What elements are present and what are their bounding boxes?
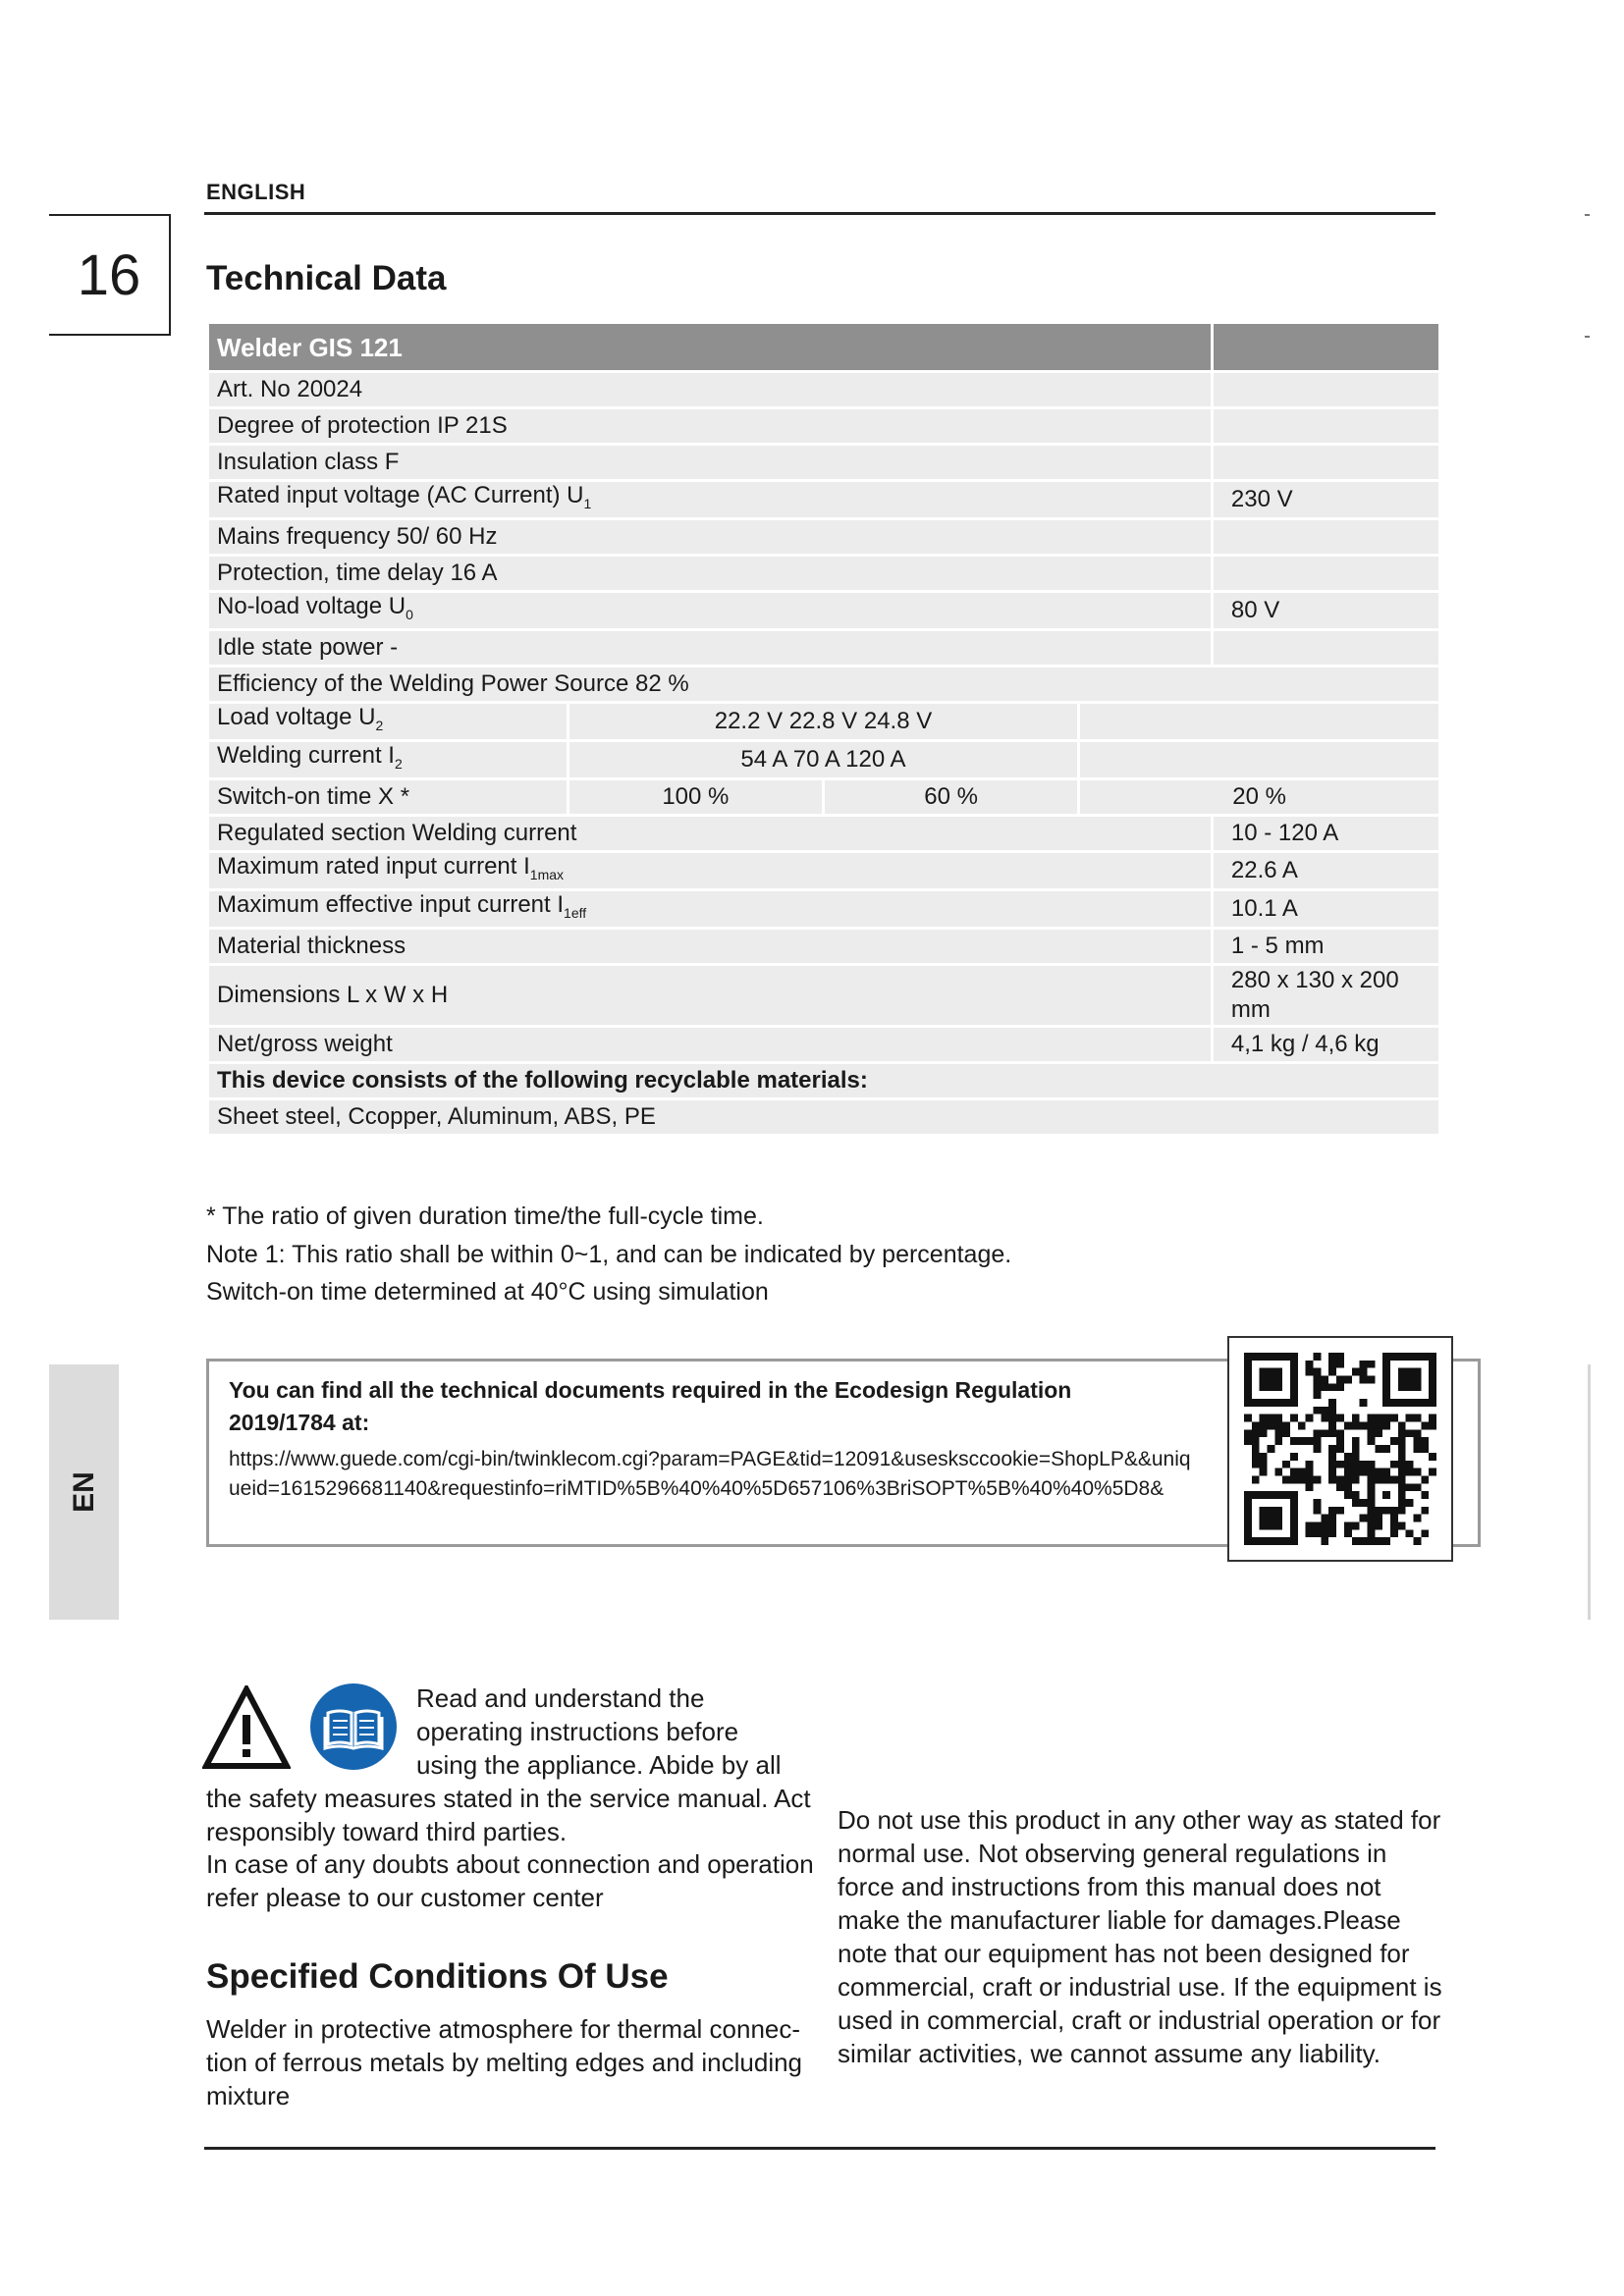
table-row [209, 1100, 1438, 1134]
regulated-current-value: 10 - 120 A [1214, 817, 1438, 850]
language-label: ENGLISH [206, 180, 306, 204]
row-idle-power: Idle state power - [209, 631, 1211, 665]
switch-on-value-2: 60 % [825, 780, 1077, 814]
table-header-row [209, 324, 1438, 370]
table-row [209, 557, 1438, 590]
row-noload-voltage: No-load voltage $U_0$ [209, 593, 1211, 628]
row-recyclable-list: Sheet steel, Ccopper, Aluminum, ABS, PE [209, 1100, 1438, 1134]
safety-measures-text: the safety measures stated in the service manual. Act responsibly toward third parties. [206, 1784, 811, 1846]
material-thickness-value: 1 - 5 mm [1214, 930, 1438, 963]
rated-input-value: 230 V [1214, 482, 1438, 517]
table-row [209, 1028, 1438, 1061]
ecodesign-title: You can find all the technical documents required in the Ecodesign Regulation 2019/1784 at: [229, 1377, 1072, 1435]
customer-center-text: In case of any doubts about connection and operation refer please to our customer center [206, 1849, 814, 1912]
table-row [209, 704, 1438, 739]
table-row [209, 373, 1438, 406]
table-row [209, 409, 1438, 443]
table-row [209, 631, 1438, 665]
table-row [209, 817, 1438, 850]
manual-book-icon [310, 1683, 397, 1770]
language-tab: EN [49, 1364, 119, 1620]
technical-data-table [206, 321, 1441, 1137]
row-load-voltage: Load voltage $U_2$ [209, 704, 567, 739]
weight-value: 4,1 kg / 4,6 kg [1214, 1028, 1438, 1061]
table-row [209, 446, 1438, 479]
table-row [209, 593, 1438, 628]
row-material-thickness: Material thickness [209, 930, 1211, 963]
warning-triangle-icon [202, 1685, 291, 1770]
row-dimensions: Dimensions L x W x H [209, 966, 1211, 1025]
read-instructions-text: Read and understand the operating instructions before using the appliance. Abide by all [416, 1683, 782, 1780]
ecodesign-url[interactable]: https://www.guede.com/cgi-bin/twinklecom.cgi?param=PAGE&tid=12091&usesksccookie=ShopLP&&uniqueid=1615296681140&requestinfo=riMTID%5B%40%40%5D657106%3BriSOPT%5B%40%40%5D8& [229, 1448, 1191, 1500]
edge-marker [1588, 1364, 1591, 1620]
section-title: Technical Data [206, 259, 447, 297]
table-row [209, 742, 1438, 777]
row-weight: Net/gross weight [209, 1028, 1211, 1061]
qr-code-icon[interactable] [1244, 1353, 1436, 1545]
liability-text: Do not use this product in any other way as stated for normal use. Not observing general regulations in force and instructions from this manual does not make the manufacturer liable for damages.Please note that our equipment has not been designed for commercial, craft or industrial use. If the equipment is used in commercial, craft or industrial operation or for similar activities, we cannot assume any liability. [838, 1805, 1442, 2068]
row-welding-current: Welding current $I_2$ [209, 742, 567, 777]
noload-voltage-value: 80 V [1214, 593, 1438, 628]
table-row [209, 1064, 1438, 1097]
note-ratio: * The ratio of given duration time/the full-cycle time. [206, 1202, 764, 1230]
row-rated-input: Rated input voltage (AC Current) $U_1$ [209, 482, 1211, 517]
table-row [209, 780, 1438, 814]
row-max-effective-current: Maximum effective input current $I_{1eff}$ [209, 891, 1211, 927]
row-switch-on-time: Switch-on time X * [209, 780, 567, 814]
note-1: Note 1: This ratio shall be within 0~1, and can be indicated by percentage. [206, 1241, 1012, 1268]
table-row [209, 853, 1438, 888]
table-row [209, 930, 1438, 963]
row-protection-delay: Protection, time delay 16 A [209, 557, 1211, 590]
row-recyclable-title: This device consists of the following recyclable materials: [209, 1064, 1438, 1097]
table-row [209, 482, 1438, 517]
edge-mark [1585, 336, 1590, 338]
max-effective-current-value: 10.1 A [1214, 891, 1438, 927]
table-title: Welder GIS 121 [209, 324, 1211, 370]
conditions-text: Welder in protective atmosphere for thermal connec-tion of ferrous metals by melting edges and including mixture [206, 2014, 803, 2110]
switch-on-value-3: 20 % [1080, 780, 1438, 814]
table-header-value [1214, 324, 1438, 370]
conditions-title: Specified Conditions Of Use [206, 1957, 669, 1996]
row-mains-frequency: Mains frequency 50/ 60 Hz [209, 520, 1211, 554]
table-row [209, 667, 1438, 701]
row-insulation: Insulation class F [209, 446, 1211, 479]
switch-on-value-1: 100 % [569, 780, 822, 814]
page-number: 16 [49, 214, 171, 336]
edge-mark [1585, 214, 1590, 216]
dimensions-value: 280 x 130 x 200 mm [1214, 966, 1438, 1025]
bottom-divider [204, 2147, 1435, 2150]
welding-current-values: 54 A 70 A 120 A [569, 742, 1077, 777]
row-regulated-current: Regulated section Welding current [209, 817, 1211, 850]
row-max-rated-current: Maximum rated input current $I_{1max}$ [209, 853, 1211, 888]
max-rated-current-value: 22.6 A [1214, 853, 1438, 888]
row-art-no: Art. No 20024 [209, 373, 1211, 406]
table-row [209, 891, 1438, 927]
note-switch-on: Switch-on time determined at 40°C using simulation [206, 1278, 769, 1306]
load-voltage-values: 22.2 V 22.8 V 24.8 V [569, 704, 1077, 739]
table-row [209, 966, 1438, 1025]
table-row [209, 520, 1438, 554]
top-divider [204, 212, 1435, 215]
row-efficiency: Efficiency of the Welding Power Source 82 % [209, 667, 1438, 701]
row-protection-degree: Degree of protection IP 21S [209, 409, 1211, 443]
qr-code-frame [1227, 1336, 1453, 1562]
